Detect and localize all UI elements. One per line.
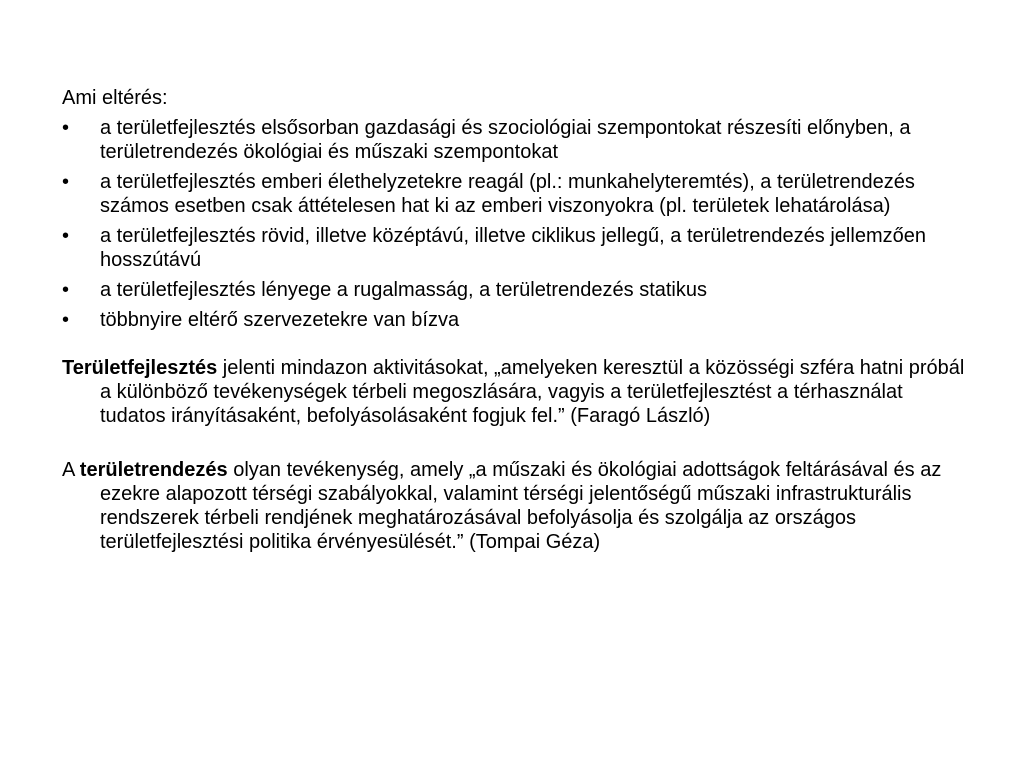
list-item-text: a területfejlesztés rövid, illetve középtávú, illetve ciklikus jellegű, a területrendezés jellemzően hosszútávú	[100, 225, 926, 271]
section-heading: Ami eltérés:	[62, 87, 168, 109]
list-item	[62, 224, 972, 272]
bullet-icon: •	[62, 225, 70, 247]
bullet-icon: •	[62, 117, 70, 139]
definition-teruletrendezes	[62, 458, 972, 554]
difference-list	[62, 116, 972, 332]
slide-content	[62, 86, 972, 554]
list-item-text: a területfejlesztés emberi élethelyzetekre reagál (pl.: munkahelyteremtés), a területrendezés számos esetben csak áttételesen hat ki az emberi viszonyokra (pl. területek lehatárolása)	[100, 171, 915, 217]
bullet-icon: •	[62, 171, 70, 193]
list-item-text: a területfejlesztés lényege a rugalmasság, a területrendezés statikus	[100, 279, 708, 301]
definition-term: területrendezés	[79, 459, 228, 481]
list-item-text: többnyire eltérő szervezetekre van bízva	[100, 309, 460, 331]
list-item	[62, 278, 972, 302]
definition-term: Területfejlesztés	[62, 357, 218, 379]
definition-teruletfejlesztes	[62, 356, 972, 428]
definition-text: olyan tevékenység, amely „a műszaki és ökológiai adottságok feltárásával és az ezekre alapozott térségi szabályokkal, valamint térségi jelentőségű műszaki infrastrukturális rendszerek térbeli rendjének meghatározásával befolyásolja és szolgálja az országos területfejlesztési politika érvényesülését.” (Tompai Géza)	[100, 459, 942, 553]
list-item	[62, 116, 972, 164]
definition-prefix: A	[62, 459, 80, 481]
list-item	[62, 170, 972, 218]
bullet-icon: •	[62, 309, 70, 331]
definition-text: jelenti mindazon aktivitásokat, „amelyeken keresztül a közösségi szféra hatni próbál a különböző tevékenységek térbeli megoszlására, vagyis a területfejlesztést a térhasználat tudatos irányításaként, befolyásolásaként fogjuk fel.” (Faragó László)	[100, 357, 965, 427]
list-item-text: a területfejlesztés elsősorban gazdasági és szociológiai szempontokat részesíti előnyben, a területrendezés ökológiai és műszaki szempontokat	[100, 117, 911, 163]
bullet-icon: •	[62, 279, 70, 301]
list-item	[62, 308, 972, 332]
